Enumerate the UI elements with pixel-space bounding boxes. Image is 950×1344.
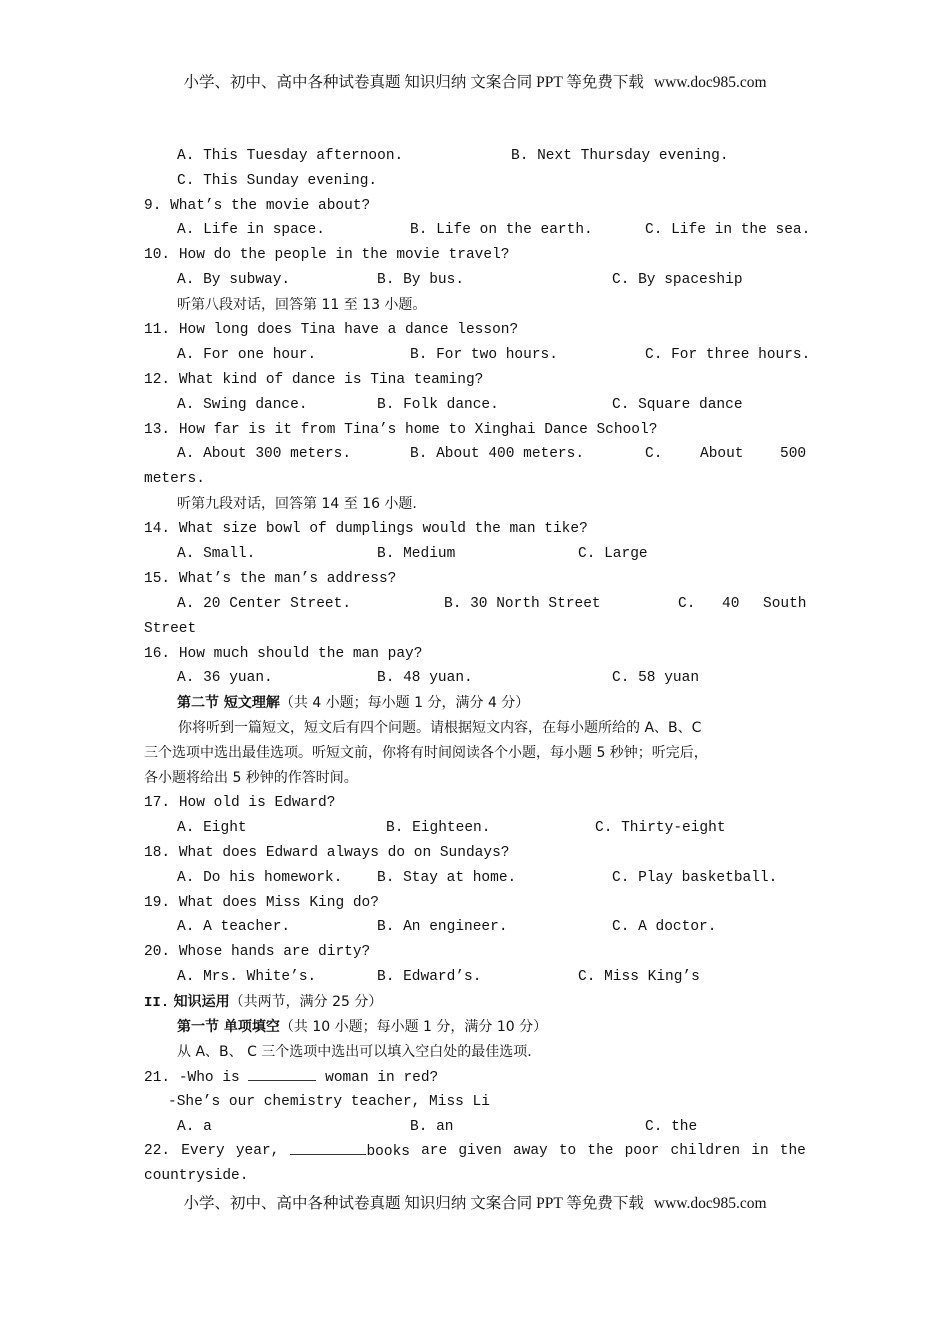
q12-option-a: A. Swing dance. — [177, 397, 308, 413]
sub1-title: 第一节 单项填空 — [177, 1019, 280, 1035]
q15-option-a: A. 20 Center Street. — [177, 596, 352, 612]
q11-option-c: C. For three hours. — [645, 347, 811, 363]
question-20: 20. Whose hands are dirty? — [144, 944, 371, 960]
section2-title: 第二节 短文理解 — [177, 695, 280, 711]
section2-desc-line2: 三个选项中选出最佳选项。听短文前，你将有时间阅读各个小题，每小题 5 秒钟；听完后， — [144, 745, 708, 761]
q15-option-c-word: South — [763, 596, 807, 612]
q19-option-c: C. A doctor. — [612, 919, 717, 935]
q13-option-b: B. About 400 meters. — [410, 446, 585, 462]
answer-blank — [290, 1142, 366, 1155]
q10-option-b: B. By bus. — [377, 272, 465, 288]
q10-option-c: C. By spaceship — [612, 272, 743, 288]
question-13: 13. How far is it from Tina’s home to Xinghai Dance School? — [144, 422, 658, 438]
sub1-desc: 从 A、B、 C 三个选项中选出可以填入空白处的最佳选项. — [177, 1044, 532, 1060]
q9-option-b: B. Life on the earth. — [410, 222, 593, 238]
q11-option-a: A. For one hour. — [177, 347, 317, 363]
q13-option-c-word: About — [700, 446, 744, 462]
q18-option-c: C. Play basketball. — [612, 870, 778, 886]
q8-option-c: C. This Sunday evening. — [177, 173, 378, 189]
q21-option-a: A. a — [177, 1119, 212, 1135]
question-22: 22. Every year, books are given away to the poor children in the — [144, 1143, 806, 1160]
question-15: 15. What’s the man’s address? — [144, 571, 397, 587]
q8-option-b: B. Next Thursday evening. — [511, 148, 729, 164]
q13-option-c-label: C. — [645, 446, 663, 462]
q16-option-a: A. 36 yuan. — [177, 670, 273, 686]
q20-option-c: C. Miss King’s — [578, 969, 700, 985]
part2-number: II. — [144, 995, 170, 1011]
question-18: 18. What does Edward always do on Sundays? — [144, 845, 510, 861]
q19-option-a: A. A teacher. — [177, 919, 291, 935]
section2-heading — [177, 694, 529, 712]
q22-wrap: countryside. — [144, 1168, 249, 1184]
question-10: 10. How do the people in the movie travel? — [144, 247, 510, 263]
sub1-heading — [177, 1018, 547, 1036]
question-19: 19. What does Miss King do? — [144, 895, 379, 911]
page-footer — [0, 1191, 950, 1213]
q13-option-c-number: 500 — [780, 446, 807, 462]
part2-heading — [144, 993, 382, 1012]
q10-option-a: A. By subway. — [177, 272, 291, 288]
q9-option-c: C. Life in the sea. — [645, 222, 811, 238]
question-16: 16. How much should the man pay? — [144, 646, 423, 662]
question-9: 9. What’s the movie about? — [144, 198, 371, 214]
q21-option-b: B. an — [410, 1119, 454, 1135]
q13-option-a: A. About 300 meters. — [177, 446, 352, 462]
q15-option-c-number: 40 — [722, 596, 740, 612]
part2-title: 知识运用 — [173, 994, 230, 1010]
q12-option-b: B. Folk dance. — [377, 397, 499, 413]
q18-option-a: A. Do his homework. — [177, 870, 343, 886]
page-header — [0, 70, 950, 92]
answer-blank — [248, 1068, 316, 1081]
q12-option-c: C. Square dance — [612, 397, 743, 413]
q9-option-a: A. Life in space. — [177, 222, 325, 238]
sub1-meta: （共 10 小题；每小题 1 分，满分 10 分） — [279, 1019, 548, 1035]
q19-option-b: B. An engineer. — [377, 919, 508, 935]
q16-option-c: C. 58 yuan — [612, 670, 700, 686]
q14-option-b: B. Medium — [377, 546, 456, 562]
q15-option-b: B. 30 North Street — [444, 596, 601, 612]
q16-option-b: B. 48 yuan. — [377, 670, 473, 686]
q15-option-c-label: C. — [678, 596, 696, 612]
instruction-part9: 听第九段对话，回答第 14 至 16 小题. — [177, 496, 417, 512]
q14-option-a: A. Small. — [177, 546, 256, 562]
q17-option-b: B. Eighteen. — [386, 820, 491, 836]
q17-option-c: C. Thirty-eight — [595, 820, 726, 836]
q20-option-b: B. Edward’s. — [377, 969, 482, 985]
footer-text: 小学、初中、高中各种试卷真题 知识归纳 文案合同 PPT 等免费下载 — [183, 1195, 644, 1212]
section2-desc-line1: 你将听到一篇短文，短文后有四个问题。请根据短文内容，在每小题所给的 A、B、C — [178, 720, 702, 736]
q15-option-c-wrap: Street — [144, 621, 197, 637]
q21-option-c: C. the — [645, 1119, 698, 1135]
q18-option-b: B. Stay at home. — [377, 870, 517, 886]
q17-option-a: A. Eight — [177, 820, 247, 836]
footer-url: www.doc985.com — [653, 1195, 767, 1212]
q21-reply: -She’s our chemistry teacher, Miss Li — [168, 1094, 490, 1110]
q20-option-a: A. Mrs. White’s. — [177, 969, 317, 985]
section2-meta: （共 4 小题；每小题 1 分，满分 4 分） — [279, 695, 530, 711]
instruction-part8: 听第八段对话，回答第 11 至 13 小题。 — [177, 297, 427, 313]
header-url: www.doc985.com — [653, 74, 767, 91]
question-17: 17. How old is Edward? — [144, 795, 336, 811]
question-12: 12. What kind of dance is Tina teaming? — [144, 372, 484, 388]
q11-option-b: B. For two hours. — [410, 347, 558, 363]
question-11: 11. How long does Tina have a dance lesson? — [144, 322, 519, 338]
q8-option-a: A. This Tuesday afternoon. — [177, 148, 404, 164]
section2-desc-line3: 各小题将给出 5 秒钟的作答时间。 — [144, 770, 358, 786]
q13-option-c-wrap: meters. — [144, 471, 205, 487]
question-14: 14. What size bowl of dumplings would the man tike? — [144, 521, 588, 537]
header-text: 小学、初中、高中各种试卷真题 知识归纳 文案合同 PPT 等免费下载 — [183, 74, 644, 91]
q14-option-c: C. Large — [578, 546, 648, 562]
question-21: 21. -Who is woman in red? — [144, 1070, 439, 1086]
part2-meta: （共两节，满分 25 分） — [229, 994, 383, 1010]
